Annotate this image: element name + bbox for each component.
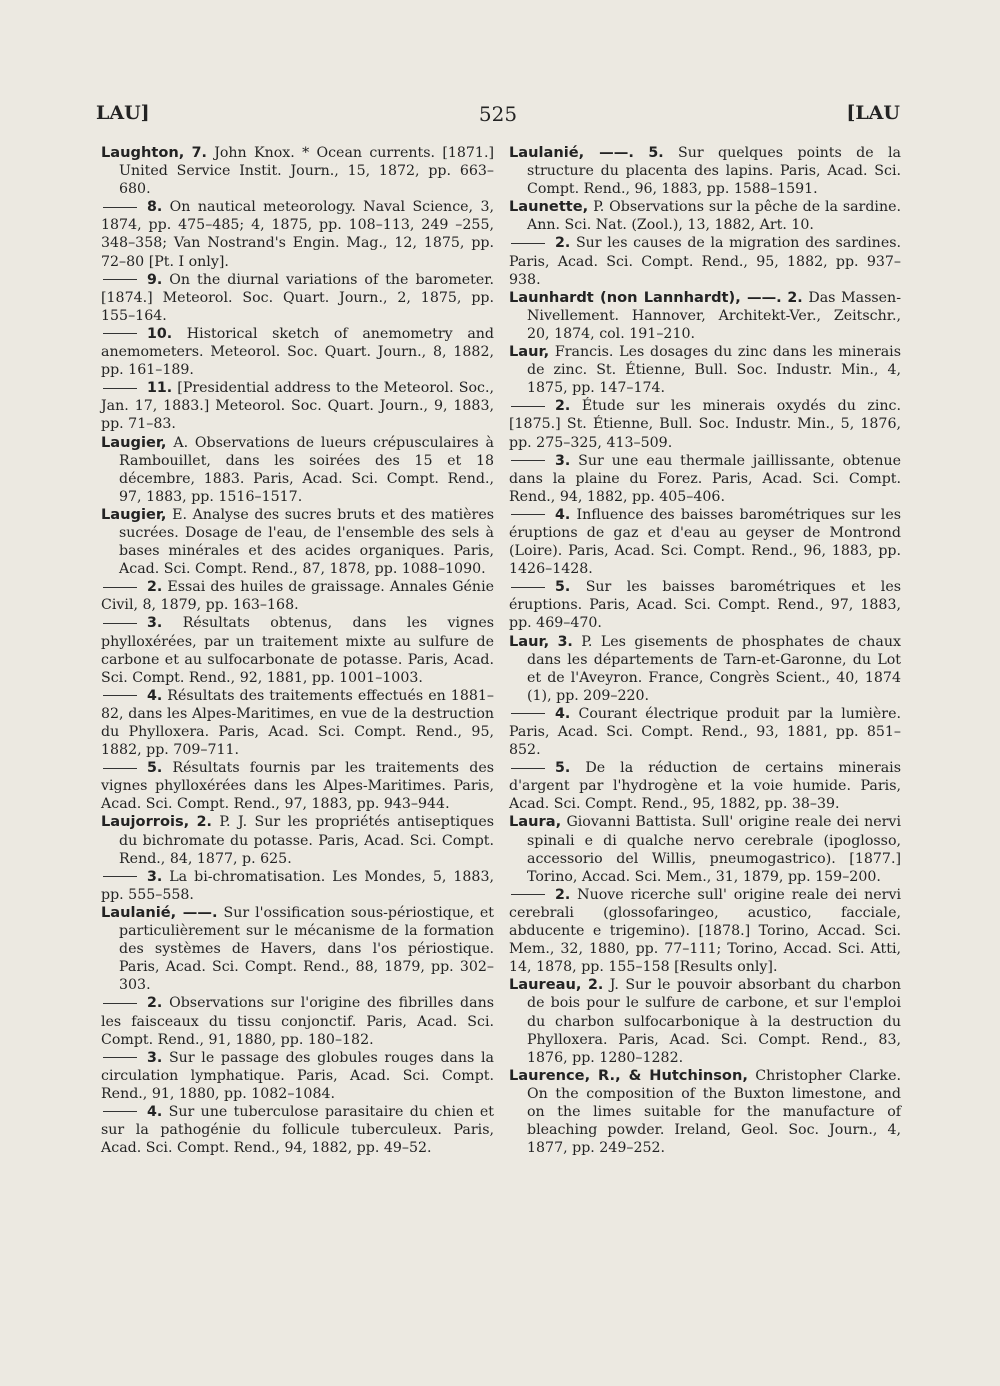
ditto-dash [103, 587, 137, 588]
entry-author: Laureau, [509, 976, 582, 994]
header-right-guide: [LAU [846, 102, 900, 124]
bibliography-entry [509, 578, 901, 632]
bibliography-entry [101, 1103, 494, 1157]
entry-text: La bi-chromatisation. Les Mondes, 5, 1883, pp. 555–558. [101, 868, 494, 903]
entry-text: On the diurnal variations of the barometer. [1874.] Meteorol. Soc. Quart. Journ., 2, 1875, pp. 155–164. [101, 271, 494, 324]
entry-text: Giovanni Battista. Sull' origine reale dei nervi spinali e di qualche nervo cerebrale (ipoglosso, accessorio del Willis, pneumogastrico). [1877.] Torino, Accad. Sci. Mem., 31, 1879, pp. 159–200. [527, 814, 901, 885]
bibliography-entry [101, 271, 494, 325]
ditto-dash [103, 695, 137, 696]
page-header [96, 102, 900, 132]
entry-author: Laughton, [101, 144, 185, 161]
bibliography-entry [101, 379, 494, 433]
entry-text: P. J. Sur les propriétés antiseptiques du bichromate du potasse. Paris, Acad. Sci. Compt. Rend., 84, 1877, p. 625. [119, 814, 495, 867]
entry-text: Observations sur l'origine des fibrilles dans les faisceaux du tissu conjonctif. Paris, Acad. Sci. Compt. Rend., 91, 1880, pp. 180–182. [101, 995, 494, 1048]
entry-text: Résultats des traitements effectués en 1881–82, dans les Alpes-Maritimes, en vue de la destruction du Phylloxera. Paris, Acad. Sci. Compt. Rend., 95, 1882, pp. 709–711. [101, 687, 494, 759]
bibliography-entry [101, 994, 494, 1048]
entry-author: Launette, [509, 198, 589, 216]
left-column [101, 144, 494, 1157]
entry-text: Essai des huiles de graissage. Annales Génie Civil, 8, 1879, pp. 163–168. [101, 579, 494, 614]
entry-number: 3. [557, 633, 573, 650]
ditto-dash [103, 876, 137, 877]
entry-text: Sur quelques points de la structure du placenta des lapins. Paris, Acad. Sci. Compt. Rend., 96, 1883, pp. 1588–1591. [527, 145, 901, 198]
entry-number: 5. [555, 579, 571, 596]
entry-number: 2. [196, 814, 212, 831]
entry-author: Laur, [509, 632, 550, 650]
bibliography-entry [101, 687, 494, 759]
entry-number: 5. [555, 760, 571, 777]
entry-text: Sur le passage des globules rouges dans la circulation lymphatique. Paris, Acad. Sci. Compt. Rend., 91, 1880, pp. 1082–1084. [101, 1049, 494, 1102]
bibliography-entry [101, 1049, 494, 1103]
ditto-dash [103, 333, 137, 334]
entry-text: P. Les gisements de phosphates de chaux dans les départements de Tarn-et-Garonne, du Lot et de l'Aveyron. France, Congrès Scient., 40, 1874 (1), pp. 209–220. [527, 633, 901, 704]
entry-number: 4. [555, 506, 571, 523]
entry-number: 10. [147, 325, 173, 342]
bibliography-entry [509, 234, 901, 288]
bibliography-entry [101, 578, 494, 614]
bibliography-entry [101, 198, 494, 270]
entry-text: Das Massen-Nivellement. Hannover, Architekt-Ver., Zeitschr., 20, 1874, col. 191–210. [527, 289, 901, 342]
entry-text: Résultats obtenus, dans les vignes phylloxérées, par un traitement mixte au sulfure de carbone et au sulfocarbonate de potasse. Paris, Acad. Sci. Compt. Rend., 92, 1881, pp. 1001–1003. [101, 615, 494, 686]
entry-text: Historical sketch of anemometry and anemometers. Meteorol. Soc. Quart. Journ., 8, 1882, pp. 161–189. [101, 325, 494, 379]
entry-text: John Knox. * Ocean currents. [1871.] United Service Instit. Journ., 15, 1872, pp. 663–680. [119, 145, 495, 198]
entry-text: Sur les causes de la migration des sardines. Paris, Acad. Sci. Compt. Rend., 95, 1882, pp. 937–938. [509, 235, 901, 288]
right-column [509, 144, 901, 1157]
entry-number: 4. [147, 687, 163, 704]
bibliography-entry [101, 144, 494, 198]
entry-text: Sur l'ossification sous-périostique, et particulièrement sur le mécanisme de la formation des systèmes de Havers, dans l'os périostique. Paris, Acad. Sci. Compt. Rend., 88, 1879, pp. 302–303. [119, 904, 494, 994]
entry-number: 3. [147, 615, 163, 632]
ditto-dash [103, 1057, 137, 1058]
entry-number: 2. [555, 398, 571, 415]
bibliography-entry [101, 506, 494, 578]
bibliography-entry [509, 506, 901, 578]
entry-author: Laurence, R., & Hutchinson, [509, 1066, 748, 1084]
ditto-dash [511, 713, 545, 714]
entry-text: Sur une eau thermale jaillissante, obtenue dans la plaine du Forez. Paris, Acad. Sci. Compt. Rend., 94, 1882, pp. 405–406. [509, 452, 901, 505]
bibliography-entry [101, 759, 494, 813]
bibliography-entry [509, 886, 901, 976]
entry-text: Étude sur les minerais oxydés du zinc. [1875.] St. Étienne, Bull. Soc. Industr. Min., 5, 1876, pp. 275–325, 413–509. [509, 398, 901, 451]
bibliography-entry [101, 614, 494, 686]
ditto-dash [103, 1111, 137, 1112]
entry-number: 7. [191, 145, 207, 161]
bibliography-entry [509, 633, 901, 705]
entry-number: 4. [147, 1103, 163, 1120]
ditto-dash [103, 388, 137, 389]
entry-number: 2. [555, 235, 571, 252]
entry-text: E. Analyse des sucres bruts et des matières sucrées. Dosage de l'eau, de l'ensemble des sels à bases minérales et des acides organiques. Paris, Acad. Sci. Compt. Rend., 87, 1878, pp. 1088–1090. [119, 506, 495, 578]
ditto-dash [511, 768, 545, 769]
ditto-dash [103, 207, 137, 208]
bibliography-entry [509, 759, 901, 813]
entry-text: J. Sur le pouvoir absorbant du charbon de bois pour le sulfure de carbone, et sur l'emploi du charbon sulfocarbonique à la destruction du Phylloxera. Paris, Acad. Sci. Compt. Rend., 83, 1876, pp. 1280–1282. [527, 977, 902, 1066]
ditto-dash [511, 406, 545, 407]
entry-number: 4. [555, 705, 571, 722]
entry-author: Laulanié, ——. [101, 903, 218, 921]
ditto-dash [103, 768, 137, 769]
page-number: 525 [478, 102, 518, 126]
bibliography-entry [101, 434, 494, 506]
entry-text: Francis. Les dosages du zinc dans les minerais de zinc. St. Étienne, Bull. Soc. Industr. Min., 4, 1875, pp. 147–174. [527, 344, 901, 397]
header-left-guide: LAU] [96, 102, 150, 124]
bibliography-entry [509, 705, 901, 759]
ditto-dash [511, 243, 545, 244]
entry-text: P. Observations sur la pêche de la sardine. Ann. Sci. Nat. (Zool.), 13, 1882, Art. 10. [527, 199, 901, 234]
entry-text: [Presidential address to the Meteorol. Soc., Jan. 17, 1883.] Meteorol. Soc. Quart. Journ., 9, 1883, pp. 71–83. [101, 380, 494, 433]
entry-author: Laur, [509, 343, 550, 361]
entry-author: Launhardt (non Lannhardt), ——. [509, 288, 782, 306]
ditto-dash [103, 1003, 137, 1004]
entry-number: 9. [147, 271, 163, 288]
bibliography-entry [101, 325, 494, 379]
entry-text: Résultats fournis par les traitements des vignes phylloxérées dans les Alpes-Maritimes. Paris, Acad. Sci. Compt. Rend., 97, 1883, pp. 943–944. [101, 760, 494, 813]
entry-number: 3. [147, 1049, 163, 1066]
entry-author: Laugier, [101, 433, 167, 451]
entry-number: 5. [648, 145, 664, 161]
bibliography-entry [509, 976, 901, 1066]
bibliography-entry [509, 397, 901, 451]
entry-number: 8. [147, 199, 163, 216]
entry-text: Christopher Clarke. On the composition of the Buxton limestone, and on the limes suitable for the manufacture of bleaching powder. Ireland, Geol. Soc. Journ., 4, 1877, pp. 249–252. [527, 1067, 901, 1157]
entry-number: 2. [787, 289, 803, 306]
entry-text: Influence des baisses barométriques sur les éruptions de gaz et d'eau au geyser de Montrond (Loire). Paris, Acad. Sci. Compt. Rend., 96, 1883, pp. 1426–1428. [509, 506, 901, 578]
entry-text: Sur les baisses barométriques et les éruptions. Paris, Acad. Sci. Compt. Rend., 97, 1883, pp. 469–470. [509, 579, 901, 632]
ditto-dash [511, 894, 545, 895]
bibliography-entry [509, 289, 901, 343]
ditto-dash [511, 587, 545, 588]
bibliography-entry [509, 813, 901, 885]
bibliography-entry [509, 343, 901, 397]
entry-text: Sur une tuberculose parasitaire du chien et sur la pathogénie du follicule tuberculeux. Paris, Acad. Sci. Compt. Rend., 94, 1882, pp. 49–52. [101, 1103, 494, 1157]
bibliography-entry [509, 144, 901, 198]
entry-author: Laulanié, ——. [509, 144, 634, 161]
entry-text: On nautical meteorology. Naval Science, 3, 1874, pp. 475–485; 4, 1875, pp. 108–113, 249 –255, 348–358; Van Nostrand's Engin. Mag., 12, 1875, pp. 72–80 [Pt. I only]. [101, 199, 494, 270]
entry-number: 2. [147, 579, 163, 596]
entry-author: Laura, [509, 813, 562, 831]
entry-number: 3. [555, 452, 571, 469]
entry-author: Laugier, [101, 505, 167, 523]
entry-number: 11. [147, 380, 173, 397]
bibliography-entry [101, 904, 494, 994]
entry-number: 2. [555, 886, 571, 903]
entry-number: 2. [587, 977, 604, 994]
entry-text: A. Observations de lueurs crépusculaires à Rambouillet, dans les soirées des 15 et 18 décembre, 1883. Paris, Acad. Sci. Compt. Rend., 97, 1883, pp. 1516–1517. [119, 434, 494, 505]
ditto-dash [511, 514, 545, 515]
ditto-dash [103, 279, 137, 280]
ditto-dash [511, 460, 545, 461]
bibliography-entry [509, 452, 901, 506]
entry-text: De la réduction de certains minerais d'argent par l'hydrogène et la voie humide. Paris, Acad. Sci. Compt. Rend., 95, 1882, pp. 38–39. [509, 760, 901, 813]
bibliography-entry [101, 813, 494, 867]
bibliography-entry [101, 868, 494, 904]
bibliography-entry [509, 1067, 901, 1157]
entry-text: Nuove ricerche sull' origine reale dei nervi cerebrali (glossofaringeo, acustico, facciale, abducente e trigemino). [1878.] Torino, Accad. Sci. Mem., 32, 1880, pp. 77–111; Torino, Accad. Sci. Atti, 14, 1878, pp. 155–158 [Results only]. [509, 886, 901, 976]
entry-number: 2. [147, 995, 163, 1012]
entry-number: 3. [147, 868, 163, 885]
ditto-dash [103, 623, 137, 624]
bibliography-entry [509, 198, 901, 234]
entry-number: 5. [147, 760, 163, 777]
entry-author: Laujorrois, [101, 813, 190, 831]
entry-text: Courant électrique produit par la lumière. Paris, Acad. Sci. Compt. Rend., 93, 1881, pp. 851–852. [509, 705, 901, 759]
